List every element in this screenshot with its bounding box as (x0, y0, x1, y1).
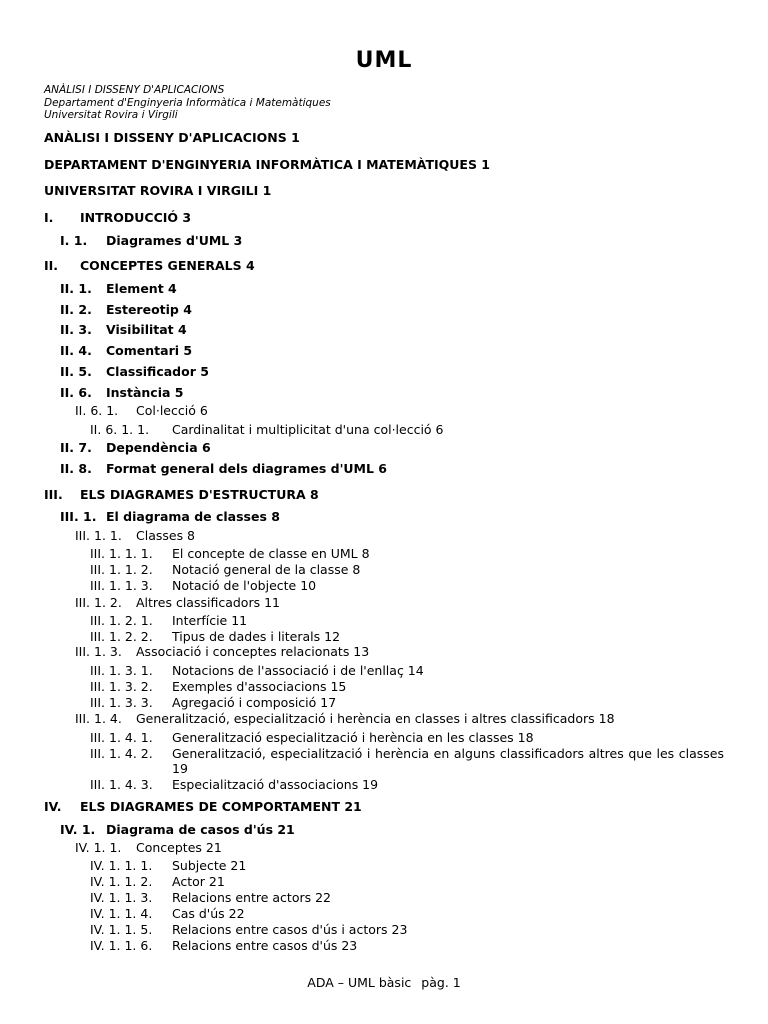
toc-entry-number: IV. 1. 1. 4. (90, 906, 153, 921)
toc-entry-number: II. 4. (60, 343, 92, 358)
toc-entry-number: II. 7. (60, 440, 92, 455)
toc-entry-text: Instància 5 (106, 385, 184, 400)
toc-entry-text: Notació general de la classe 8 (172, 562, 361, 577)
toc-entry-text: Relacions entre casos d'ús 23 (172, 938, 358, 953)
toc-entry-number: IV. 1. 1. 1. (90, 858, 153, 873)
toc-entry-number: II. 6. 1. 1. (90, 422, 150, 437)
toc-entry-number: IV. 1. 1. (75, 840, 122, 855)
toc-entry-text: Agregació i composició 17 (172, 695, 337, 710)
toc-entry-number: III. 1. 2. 1. (90, 613, 153, 628)
page-footer (0, 975, 768, 990)
toc-entry-number: II. 2. (60, 302, 92, 317)
toc-entry-text: Generalització especialització i herència en les classes 18 (172, 730, 534, 745)
toc-entry-text: Tipus de dades i literals 12 (172, 629, 341, 644)
toc-entry-number: III. 1. 2. 2. (90, 629, 153, 644)
toc-entry-number: I. 1. (60, 233, 88, 248)
toc-entry-text: ANÀLISI I DISSENY D'APLICACIONS 1 (44, 130, 300, 145)
toc-entry-text: Generalització, especialització i herència en alguns classificadors altres que les classes 19 (172, 746, 724, 776)
toc-entry-number: IV. 1. (60, 822, 96, 837)
toc-entry-number: III. 1. 1. 1. (90, 546, 153, 561)
toc-entry-text: Notació de l'objecte 10 (172, 578, 317, 593)
toc-entry-number: IV. 1. 1. 5. (90, 922, 153, 937)
toc-entry-number: III. 1. 3. 3. (90, 695, 153, 710)
toc-entry-number: III. 1. 3. 2. (90, 679, 153, 694)
toc-entry-text: Especialització d'associacions 19 (172, 777, 379, 792)
toc-entry-number: III. 1. 2. (75, 595, 122, 610)
toc-entry-text: Cardinalitat i multiplicitat d'una col·lecció 6 (172, 422, 444, 437)
toc-entry-text: DEPARTAMENT D'ENGINYERIA INFORMÀTICA I MATEMÀTIQUES 1 (44, 157, 491, 172)
toc-entry-number: III. 1. 1. 2. (90, 562, 153, 577)
toc-entry-text: El concepte de classe en UML 8 (172, 546, 370, 561)
toc-entry-number: I. (44, 210, 54, 225)
toc-entry-text: UNIVERSITAT ROVIRA I VIRGILI 1 (44, 183, 272, 198)
page-title: UML (355, 48, 413, 73)
toc-entry-text: Element 4 (106, 281, 177, 296)
toc-entry-number: II. 1. (60, 281, 92, 296)
toc-entry-text: Conceptes 21 (136, 840, 222, 855)
toc-entry-text: Format general dels diagrames d'UML 6 (106, 461, 387, 476)
toc-entry-text: Cas d'ús 22 (172, 906, 245, 921)
toc-entry-text: Exemples d'associacions 15 (172, 679, 347, 694)
toc-entry-number: II. 8. (60, 461, 92, 476)
toc-entry-text: Subjecte 21 (172, 858, 247, 873)
toc-entry-number: IV. 1. 1. 2. (90, 874, 153, 889)
toc-entry-text: Classificador 5 (106, 364, 209, 379)
toc-entry-text: Col·lecció 6 (136, 403, 208, 418)
toc-entry-text: Associació i conceptes relacionats 13 (136, 644, 370, 659)
toc-entry-text: Actor 21 (172, 874, 225, 889)
toc-entry-text: Dependència 6 (106, 440, 211, 455)
toc-entry-text: Altres classificadors 11 (136, 595, 280, 610)
header-line-course: ANÀLISI I DISSENY D'APLICACIONS (44, 84, 225, 96)
toc-entry-number: IV. 1. 1. 6. (90, 938, 153, 953)
toc-entry-number: III. 1. 4. 2. (90, 746, 153, 761)
toc-entry-number: II. 5. (60, 364, 92, 379)
toc-entry-text: Comentari 5 (106, 343, 193, 358)
toc-entry-text: Relacions entre actors 22 (172, 890, 332, 905)
toc-entry-text: Generalització, especialització i herència en classes i altres classificadors 18 (136, 711, 615, 726)
header-line-department: Departament d'Enginyeria Informàtica i Matemàtiques (44, 96, 331, 109)
toc-entry-number: III. 1. 4. 3. (90, 777, 153, 792)
toc-entry-text: Diagrama de casos d'ús 21 (106, 822, 295, 837)
toc-entry-number: II. 6. (60, 385, 92, 400)
toc-entry-number: III. (44, 487, 63, 502)
toc-entry-text: Interfície 11 (172, 613, 248, 628)
toc-entry-text: ELS DIAGRAMES DE COMPORTAMENT 21 (80, 799, 362, 814)
toc-entry-number: II. (44, 258, 59, 273)
toc-entry-text: Visibilitat 4 (106, 322, 187, 337)
toc-entry-number: III. 1. (60, 509, 97, 524)
toc-entry-number: III. 1. 1. (75, 528, 122, 543)
footer-page-number: pàg. 1 (421, 975, 461, 990)
toc-entry-text: Estereotip 4 (106, 302, 192, 317)
toc-entry-number: IV. 1. 1. 3. (90, 890, 153, 905)
toc-entry-text: INTRODUCCIÓ 3 (80, 210, 192, 225)
toc-entry-text: Relacions entre casos d'ús i actors 23 (172, 922, 408, 937)
toc-entry-text: El diagrama de classes 8 (106, 509, 280, 524)
toc-entry-number: II. 3. (60, 322, 92, 337)
toc-entry-number: IV. (44, 799, 62, 814)
document-header (44, 84, 331, 122)
toc-entry-text: Diagrames d'UML 3 (106, 233, 243, 248)
toc-entry-number: III. 1. 1. 3. (90, 578, 153, 593)
toc-entry-number: III. 1. 4. (75, 711, 122, 726)
toc-entry-text: ELS DIAGRAMES D'ESTRUCTURA 8 (80, 487, 319, 502)
toc-entry-number: III. 1. 3. (75, 644, 122, 659)
toc-entry-number: III. 1. 3. 1. (90, 663, 153, 678)
toc-entry-text: CONCEPTES GENERALS 4 (80, 258, 255, 273)
toc-entry-number: II. 6. 1. (75, 403, 119, 418)
toc-entry-text: Notacions de l'associació i de l'enllaç 14 (172, 663, 424, 678)
toc-entry-text: Classes 8 (136, 528, 196, 543)
toc-entry-number: III. 1. 4. 1. (90, 730, 153, 745)
header-line-university: Universitat Rovira i Virgili (44, 109, 178, 121)
footer-document-name: ADA – UML bàsic (307, 975, 412, 990)
